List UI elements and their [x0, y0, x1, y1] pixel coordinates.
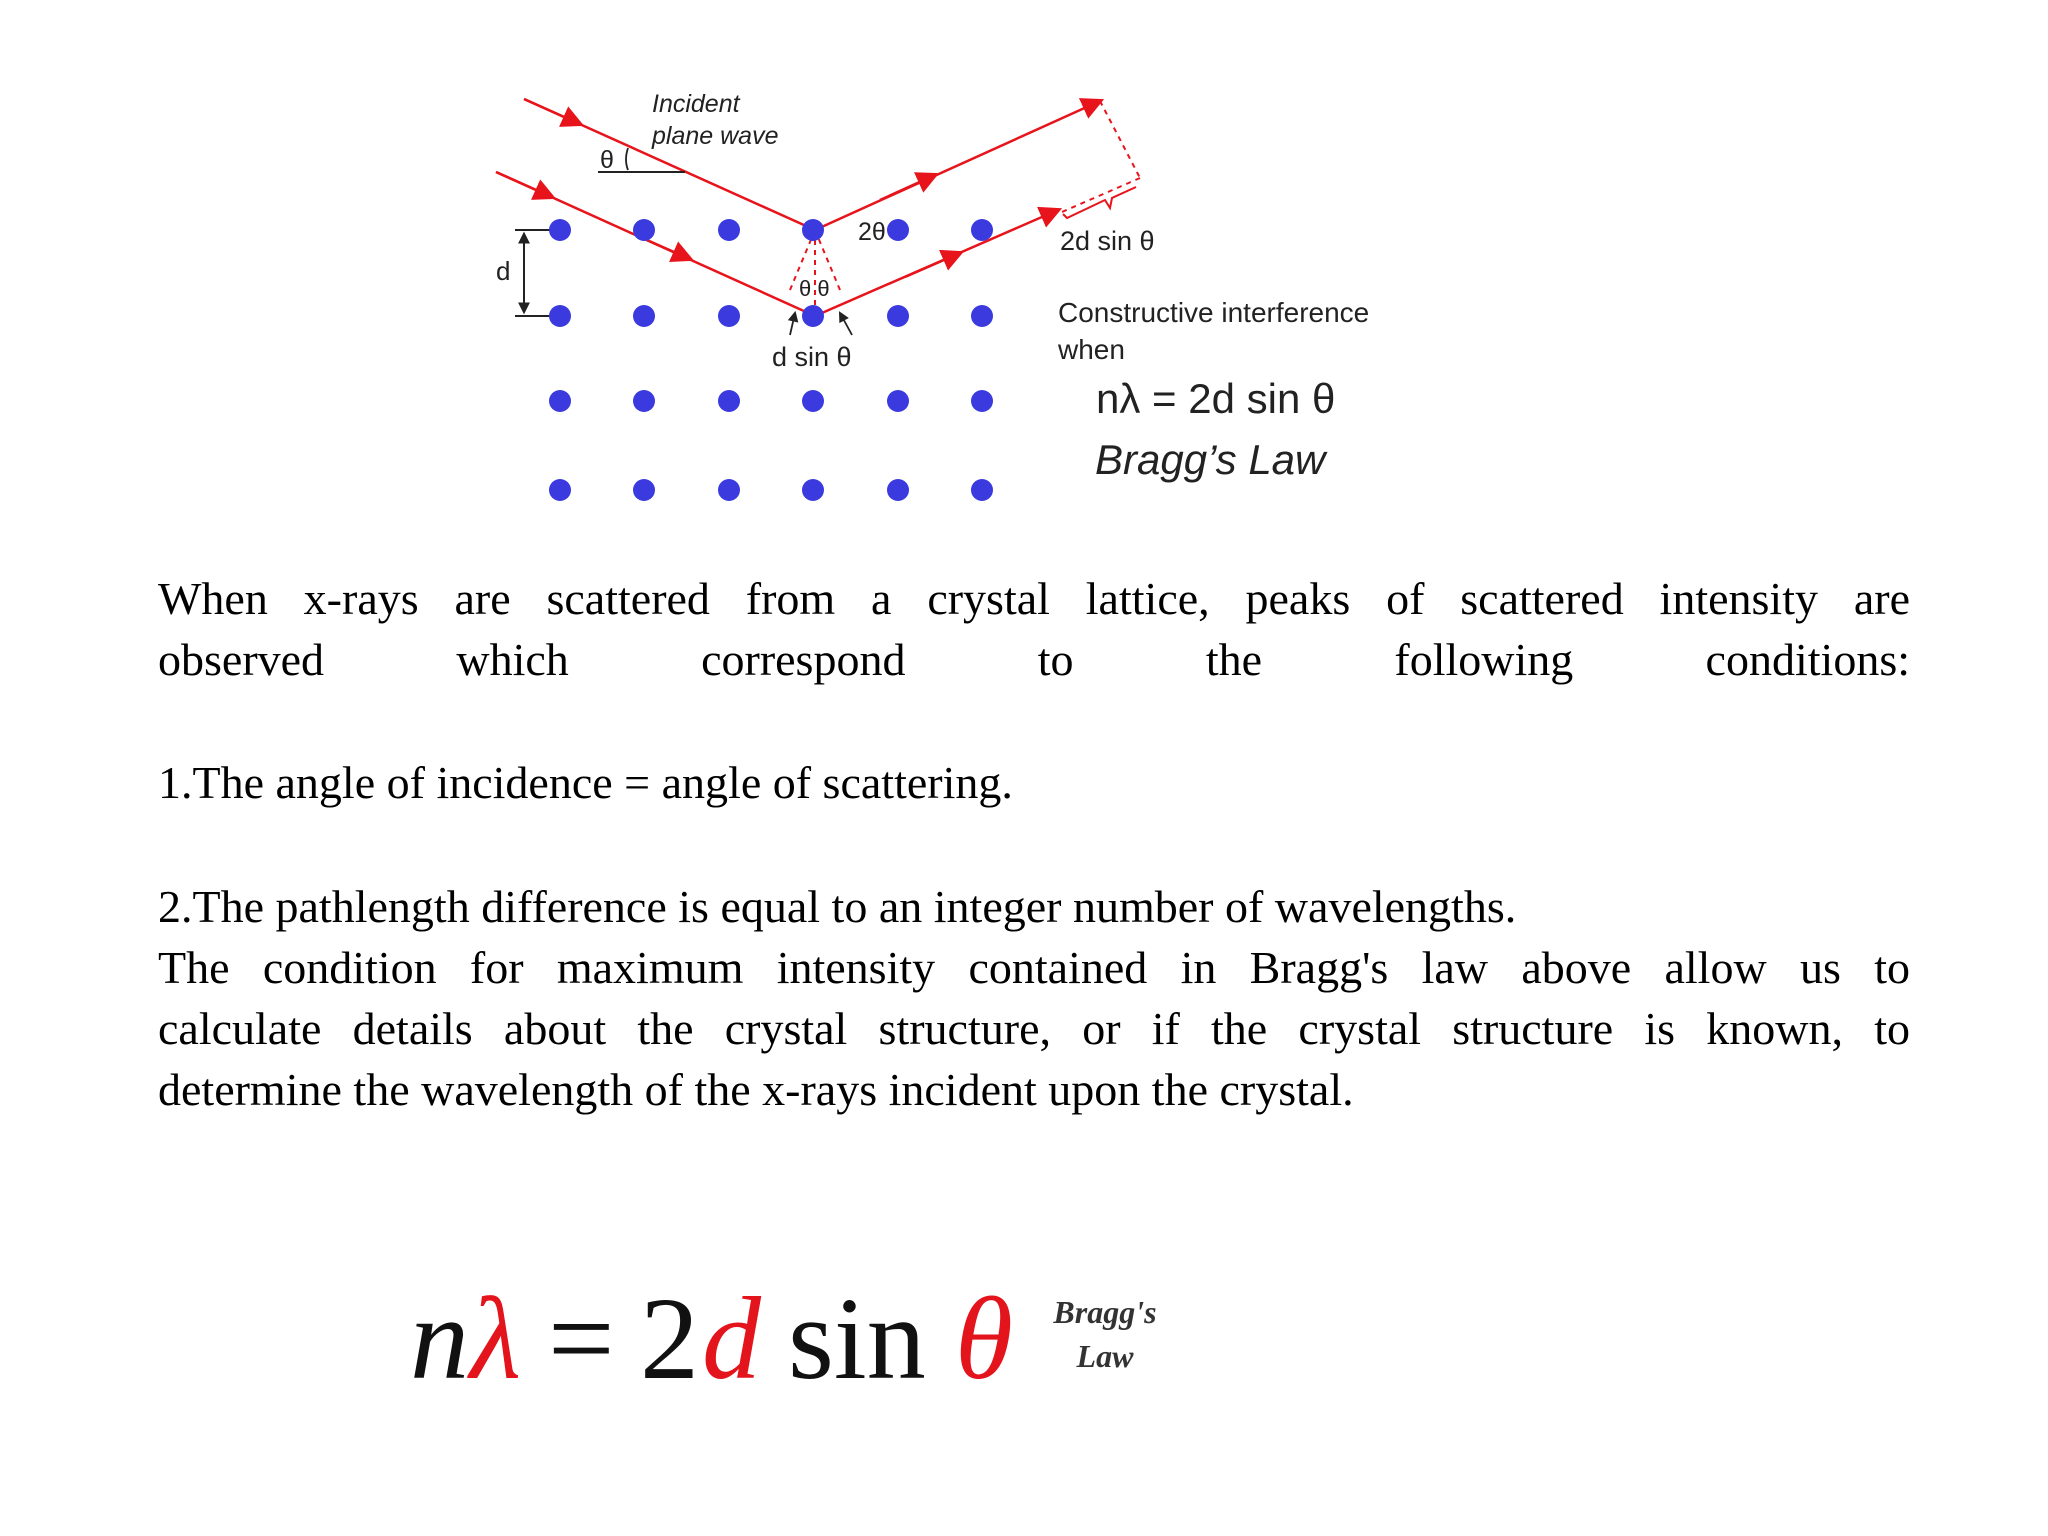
lattice-atom [887, 219, 909, 241]
lattice-atom [802, 479, 824, 501]
condition-1: 1.The angle of incidence = angle of scattering. [158, 757, 1013, 808]
theta-arc [626, 148, 628, 170]
lattice-atom [971, 479, 993, 501]
constructive-label-line1: Constructive interference [1058, 297, 1370, 328]
d-spacing-marker [515, 230, 552, 316]
formula-two: 2 [640, 1273, 699, 1404]
bragg-formula [410, 1270, 1210, 1440]
lattice-atom [802, 390, 824, 412]
intro-paragraph [158, 568, 1910, 690]
lattice-atom [633, 305, 655, 327]
lattice-atom [887, 305, 909, 327]
lattice-atom [633, 390, 655, 412]
explanation-paragraph [158, 937, 1910, 1120]
lattice-atom [802, 219, 824, 241]
lattice-atom [549, 390, 571, 412]
lattice-atoms [549, 219, 993, 501]
formula-sin: sin [788, 1273, 926, 1404]
intro-line-2: observed which correspond to the following conditions: [158, 634, 1910, 685]
dsin-arrow-left [790, 313, 795, 335]
formula-d: d [702, 1273, 761, 1404]
lattice-atom [971, 390, 993, 412]
lattice-atom [971, 305, 993, 327]
formula-theta: θ [955, 1273, 1013, 1404]
lattice-atom [633, 219, 655, 241]
lattice-atom [633, 479, 655, 501]
two-theta-label: 2θ [858, 218, 886, 246]
explanation-line-2: calculate details about the crystal structure, or if the crystal structure is known, to [158, 1003, 1910, 1054]
lattice-atom [802, 305, 824, 327]
incident-label-line1: Incident [652, 90, 740, 118]
formula-lambda: λ [470, 1273, 522, 1404]
diagram-law-name: Bragg’s Law [1095, 436, 1326, 483]
lattice-atom [718, 479, 740, 501]
incident-ray-top [524, 99, 815, 230]
lattice-atom [718, 219, 740, 241]
formula-law-line1: Bragg's [1053, 1294, 1157, 1330]
lattice-atom [971, 219, 993, 241]
lattice-atom [718, 305, 740, 327]
bragg-diagram [0, 0, 2048, 560]
formula-law-line2: Law [1076, 1338, 1134, 1374]
formula-law-label [1030, 1290, 1180, 1378]
dsin-label: d sin θ [772, 342, 852, 372]
formula-n: n [410, 1273, 469, 1404]
diagram-equation: nλ = 2d sin θ [1096, 375, 1336, 422]
d-label: d [496, 256, 511, 286]
lattice-atom [549, 219, 571, 241]
lattice-atom [549, 479, 571, 501]
two-d-sin-bracket [1063, 187, 1136, 218]
lattice-atom [887, 479, 909, 501]
lattice-atom [549, 305, 571, 327]
theta-label: θ [600, 146, 614, 174]
theta-theta-label: θ θ [799, 276, 830, 301]
reflected-ray-bottom [815, 210, 1058, 316]
two-dsin-label: 2d sin θ [1060, 226, 1155, 256]
dsin-arrow-right [840, 313, 852, 335]
explanation-line-3: determine the wavelength of the x-rays incident upon the crystal. [158, 1064, 1354, 1115]
formula-equals: = [548, 1273, 615, 1404]
lattice-atom [887, 390, 909, 412]
explanation-line-1: The condition for maximum intensity contained in Bragg's law above allow us to [158, 942, 1910, 993]
incident-ray-bottom [496, 172, 815, 316]
incident-label-line2: plane wave [652, 122, 779, 150]
constructive-label-line2: when [1058, 334, 1125, 365]
condition-2: 2.The pathlength difference is equal to an integer number of wavelengths. [158, 881, 1517, 932]
lattice-atom [718, 390, 740, 412]
intro-line-1: When x-rays are scattered from a crystal lattice, peaks of scattered intensity are [158, 573, 1910, 624]
